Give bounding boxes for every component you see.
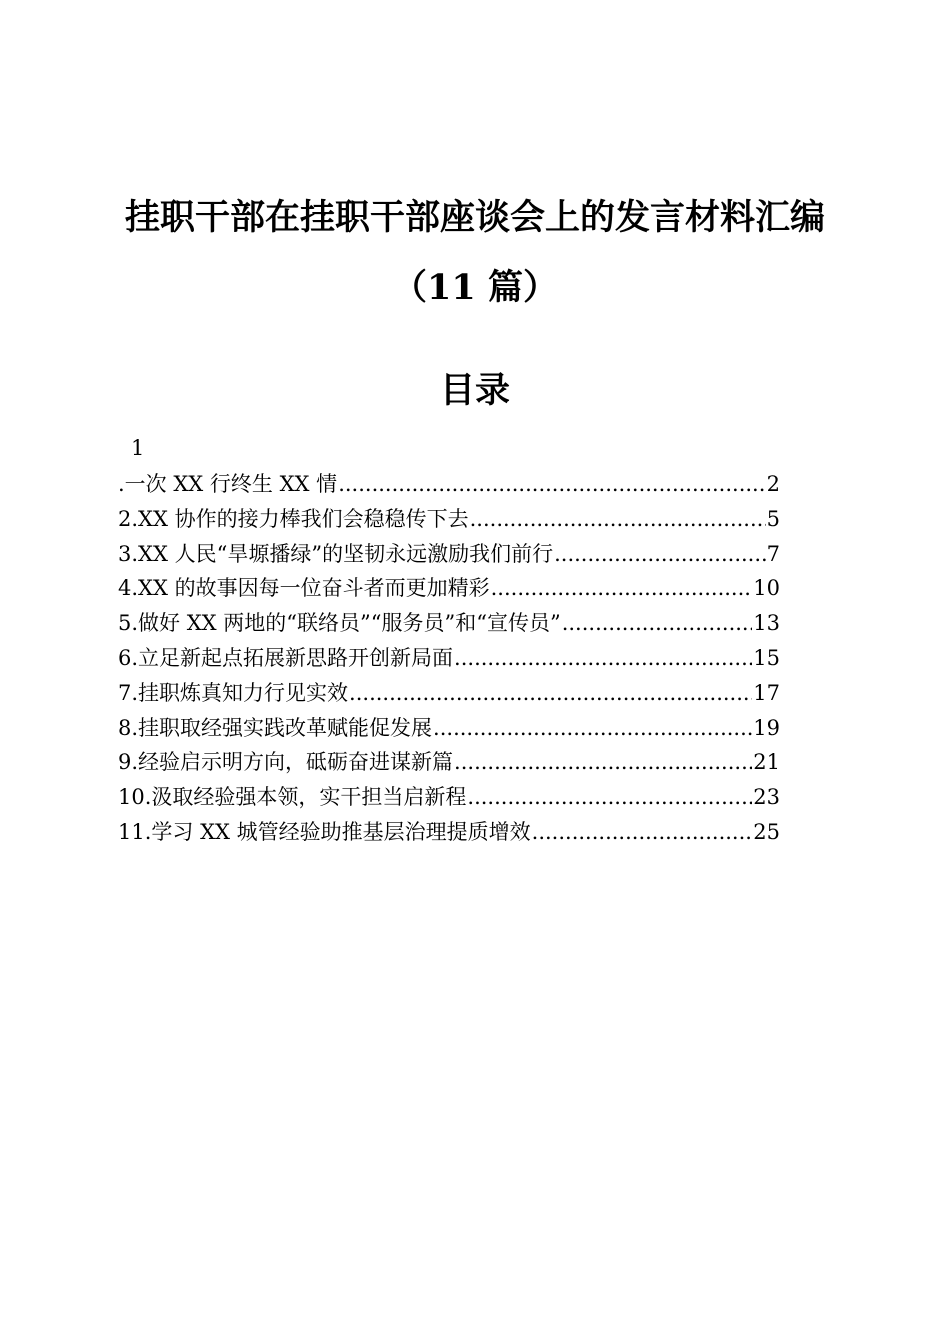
toc-heading: 目录 <box>439 370 510 411</box>
toc-entry-title: 2.XX 协作的接力棒我们会稳稳传下去 <box>118 506 469 531</box>
toc-entry-title: 11.学习 XX 城管经验助推基层治理提质增效 <box>118 819 531 844</box>
toc-dot-leader <box>467 780 752 815</box>
toc-entry-page: 13 <box>753 611 780 636</box>
toc-entry-title: 5.做好 XX 两地的“联络员”“服务员”和“宣传员” <box>118 611 561 636</box>
toc-entry[interactable] <box>118 537 780 572</box>
toc-entry-title: 4.XX 的故事因每一位奋斗者而更加精彩 <box>118 576 490 601</box>
toc-entry[interactable] <box>118 502 780 537</box>
toc-entry-title: 7.挂职炼真知力行见实效 <box>118 680 349 705</box>
toc-dot-leader <box>470 502 766 537</box>
toc-entry-page: 5 <box>766 506 780 531</box>
toc-dot-leader <box>433 711 752 746</box>
toc-entry-title: 8.挂职取经强实践改革赋能促发展 <box>118 715 433 740</box>
toc-entry-title: 9.经验启示明方向，砥砺奋进谋新篇 <box>118 750 454 775</box>
toc-dot-leader <box>338 467 765 502</box>
toc-entry-page: 2 <box>766 472 780 496</box>
document-subtitle: （11 篇） <box>392 267 558 308</box>
toc-dot-leader <box>349 676 752 711</box>
toc-entry-page: 10 <box>753 576 780 601</box>
toc-entry-page: 19 <box>753 715 780 740</box>
toc-entry[interactable] <box>118 815 780 850</box>
toc-entry-page: 25 <box>753 819 780 844</box>
toc-entry-page: 15 <box>753 645 780 670</box>
toc-entry-title: 10.汲取经验强本领，实干担当启新程 <box>118 785 467 810</box>
toc-dot-leader <box>454 641 752 676</box>
toc-dot-leader <box>554 537 766 572</box>
toc-entry[interactable] <box>118 676 780 711</box>
toc-dot-leader <box>454 745 752 780</box>
toc-entry[interactable] <box>118 711 780 746</box>
stray-number: 1 <box>131 436 145 460</box>
toc-entry[interactable] <box>118 467 780 502</box>
toc-entry[interactable] <box>118 780 780 815</box>
toc-entry-page: 23 <box>753 785 780 810</box>
toc-entry[interactable] <box>118 641 780 676</box>
toc-entry-title: 6.立足新起点拓展新思路开创新局面 <box>118 645 454 670</box>
toc-dot-leader <box>491 571 753 606</box>
toc-entry-title: .一次 XX 行终生 XX 情 <box>118 472 338 496</box>
table-of-contents <box>118 467 780 850</box>
toc-entry-title: 3.XX 人民“旱塬播绿”的坚韧永远激励我们前行 <box>118 541 554 566</box>
toc-entry-page: 17 <box>753 680 780 705</box>
toc-dot-leader <box>532 815 753 850</box>
toc-entry[interactable] <box>118 571 780 606</box>
toc-dot-leader <box>562 606 753 641</box>
toc-entry-page: 21 <box>753 750 780 775</box>
document-title: 挂职干部在挂职干部座谈会上的发言材料汇编 <box>124 197 825 238</box>
toc-entry-page: 7 <box>766 541 780 566</box>
toc-entry[interactable] <box>118 745 780 780</box>
toc-entry[interactable] <box>118 606 780 641</box>
